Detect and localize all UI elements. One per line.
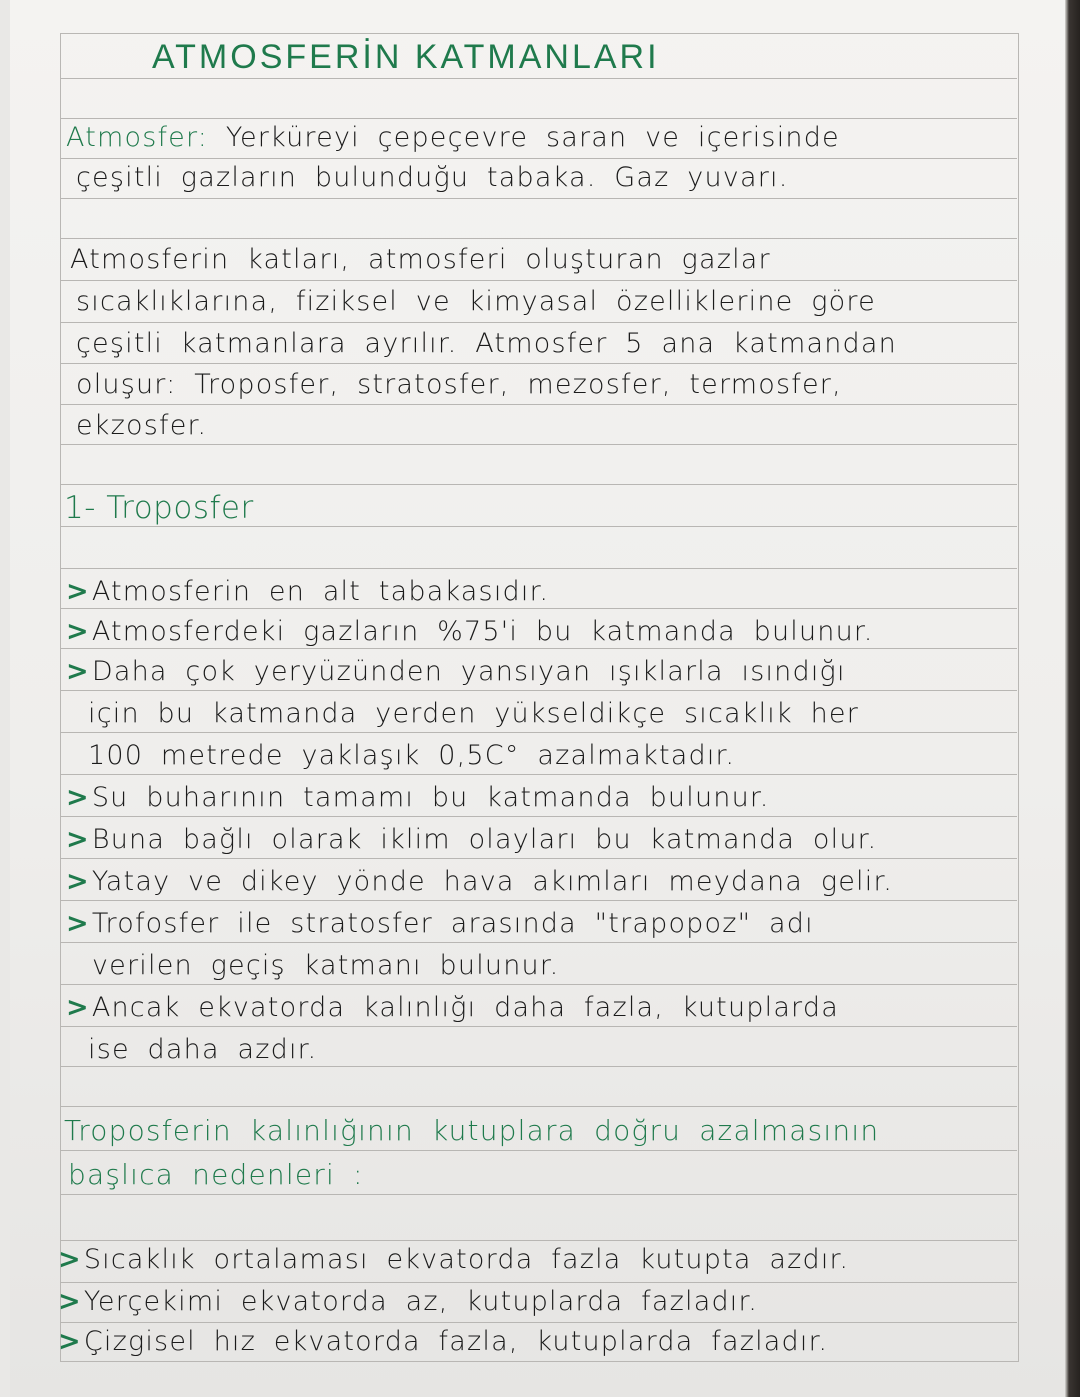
rule-line [60,78,1017,79]
rule-line [60,900,1017,901]
bullet-arrow-icon: > [58,1244,82,1275]
definition-term: Atmosfer: [66,122,209,153]
rule-line [60,1106,1017,1107]
intro-line: sıcaklıklarına, fiziksel ve kimyasal özelliklerine göre [76,286,876,317]
rule-line [60,238,1017,239]
bullet-item: >Yerçekimi ekvatorda az, kutuplarda fazladır. [58,1286,759,1317]
definition-line-1 [66,122,840,153]
bullet-item: >Ancak ekvatorda kalınlığı daha fazla, kutuplarda [66,992,839,1023]
section-heading-reasons: Troposferin kalınlığının kutuplara doğru azalmasının [64,1114,880,1147]
bullet-arrow-icon: > [66,866,90,897]
definition-text: Yerküreyi çepeçevre saran ve içerisinde [208,122,840,153]
rule-line [60,1240,1017,1241]
rule-line [60,118,1017,119]
intro-line: oluşur: Troposfer, stratosfer, mezosfer, termosfer, [76,369,842,400]
rule-line [60,526,1017,527]
rule-line [60,322,1017,323]
bullet-continuation: 100 metrede yaklaşık 0,5C° azalmaktadır. [88,740,736,771]
bullet-item: >Daha çok yeryüzünden yansıyan ışıklarla ısındığı [66,656,846,687]
section-heading-reasons-cont: başlıca nedenleri : [68,1158,364,1191]
rule-line [60,608,1017,609]
page-title: ATMOSFERİN KATMANLARI [152,38,660,76]
rule-line [60,690,1017,691]
rule-line [60,198,1017,199]
bullet-item: >Yatay ve dikey yönde hava akımları meydana gelir. [66,866,894,897]
intro-line: ekzosfer. [76,410,208,441]
definition-line-2: çeşitli gazların bulunduğu tabaka. Gaz yuvarı. [76,162,789,193]
bullet-arrow-icon: > [58,1286,82,1317]
rule-line [60,363,1017,364]
bullet-continuation: verilen geçiş katmanı bulunur. [92,950,560,981]
rule-line [60,1322,1017,1323]
rule-line [60,1282,1017,1283]
rule-line [60,484,1017,485]
bullet-arrow-icon: > [66,992,90,1023]
bullet-item: >Atmosferdeki gazların %75'i bu katmanda bulunur. [66,616,874,647]
rule-line [60,648,1017,649]
bullet-item: >Su buharının tamamı bu katmanda bulunur. [66,782,770,813]
rule-line [60,858,1017,859]
rule-line [60,732,1017,733]
bullet-continuation: için bu katmanda yerden yükseldikçe sıcaklık her [88,698,860,729]
bullet-arrow-icon: > [66,616,90,647]
rule-line [60,816,1017,817]
rule-line [60,404,1017,405]
intro-line: Atmosferin katları, atmosferi oluşturan gazlar [70,244,771,275]
notebook-binding-edge [1065,0,1080,1397]
bullet-arrow-icon: > [66,782,90,813]
bullet-arrow-icon: > [66,824,90,855]
bullet-item: >Buna bağlı olarak iklim olayları bu katmanda olur. [66,824,878,855]
bullet-item: >Trofosfer ile stratosfer arasında "trapopoz" adı [66,908,814,939]
bullet-item: >Sıcaklık ortalaması ekvatorda fazla kutupta azdır. [58,1244,850,1275]
rule-line [60,1194,1017,1195]
rule-line [60,568,1017,569]
section-heading-troposfer: 1- Troposfer [64,490,254,526]
rule-line [60,774,1017,775]
bullet-item: >Çizgisel hız ekvatorda fazla, kutuplarda fazladır. [58,1326,829,1357]
bullet-arrow-icon: > [66,908,90,939]
bullet-continuation: ise daha azdır. [88,1034,318,1065]
rule-line [60,1026,1017,1027]
intro-line: çeşitli katmanlara ayrılır. Atmosfer 5 ana katmandan [76,328,897,359]
rule-line [60,1150,1017,1151]
rule-line [60,444,1017,445]
rule-line [60,984,1017,985]
bullet-item: >Atmosferin en alt tabakasıdır. [66,576,550,607]
bullet-arrow-icon: > [58,1326,82,1357]
bullet-arrow-icon: > [66,576,90,607]
rule-line [60,158,1017,159]
bullet-arrow-icon: > [66,656,90,687]
rule-line [60,1066,1017,1067]
rule-line [60,942,1017,943]
rule-line [60,280,1017,281]
